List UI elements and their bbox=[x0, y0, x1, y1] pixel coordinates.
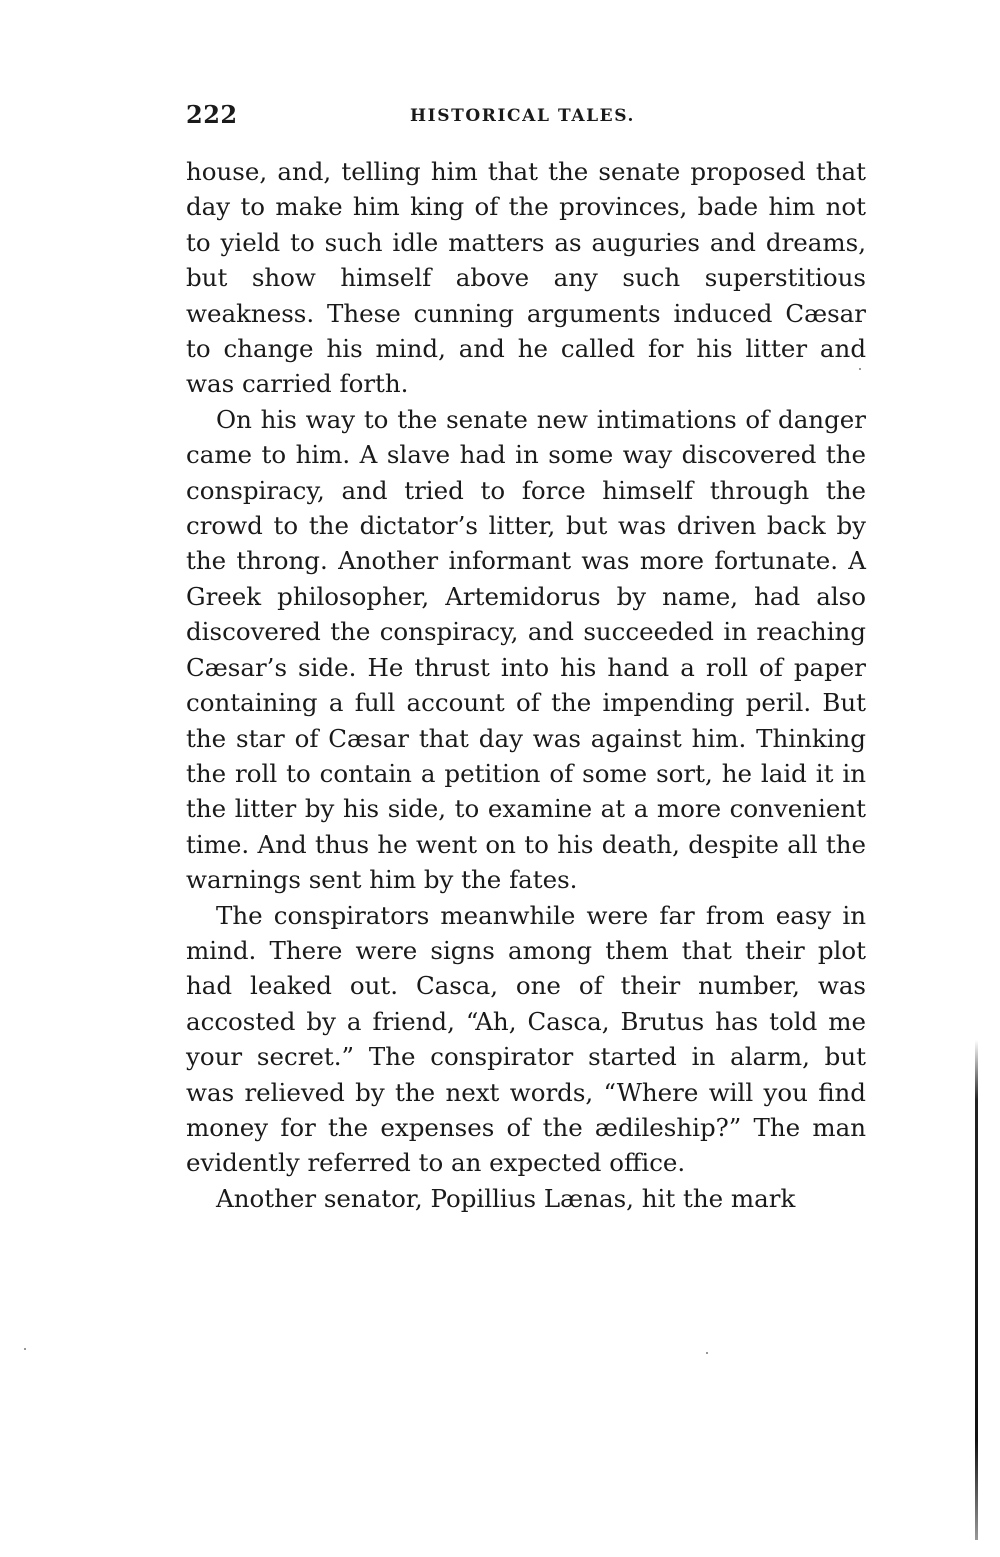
scan-speck bbox=[706, 1352, 708, 1354]
paragraph-conspirators: The conspirators meanwhile were far from easy in mind. There were signs among them that their plot had leaked out. Casca, one of their number, was accosted by a friend, “Ah, Casca, Brutus has told me your secret.” The conspirator started in alarm, but was relieved by the next words, “Where will you find money for the expenses of the ædileship?” The man evidently referred to an expected office. bbox=[186, 900, 866, 1178]
page-number: 222 bbox=[186, 100, 238, 129]
scan-speck bbox=[24, 1348, 26, 1350]
scan-edge-shadow bbox=[975, 1040, 978, 1540]
page-header bbox=[186, 100, 866, 140]
paragraph-continued: house, and, telling him that the senate proposed that day to make him king of the provinces, bade him not to yield to such idle matters as auguries and dreams, but show himself above any such superstitious weakness. These cunning arguments induced Cæsar to change his mind, and he called for his litter and was carried forth. bbox=[186, 157, 866, 399]
paragraph-popillius: Another senator, Popillius Lænas, hit the mark bbox=[216, 1183, 796, 1213]
scan-speck bbox=[859, 368, 861, 370]
running-head: HISTORICAL TALES. bbox=[410, 106, 636, 126]
paragraph-artemidorus: On his way to the senate new intimations of danger came to him. A slave had in some way discovered the conspiracy, and tried to force himself through the crowd to the dictator’s litter, but was driven back by the throng. Another informant was more fortunate. A Greek philosopher, Artemidorus by name, had also discovered the conspiracy, and succeeded in reaching Cæsar’s side. He thrust into his hand a roll of paper containing a full account of the impending peril. But the star of Cæsar that day was against him. Thinking the roll to contain a petition of some sort, he laid it in the litter by his side, to examine at a more convenient time. And thus he went on to his death, despite all the warnings sent him by the fates. bbox=[186, 404, 866, 895]
body-text bbox=[186, 154, 866, 1216]
